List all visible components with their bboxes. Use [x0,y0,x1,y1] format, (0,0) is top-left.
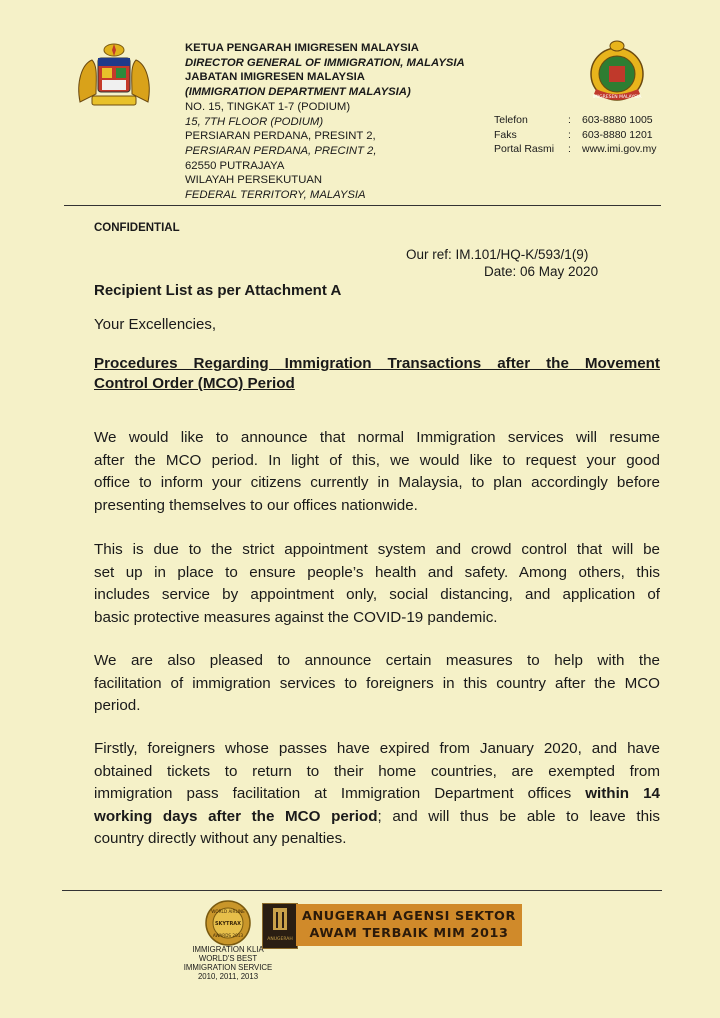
body-paragraph-4 [94,738,660,851]
contact-label: Faks [494,128,517,141]
paragraph-line: This is due to the strict appointment system and crowd control that will be [94,541,660,558]
paragraph-line: period. [94,697,141,715]
portal-link[interactable]: www.imi.gov.my [582,143,657,155]
mim-award-banner [296,904,522,946]
address-line: 15, 7TH FLOOR (PODIUM) [185,115,324,128]
letter-subject [94,354,660,394]
paragraph-line: after the MCO period. In light of this, we would like to request your good [94,451,660,469]
paragraph-line: Firstly, foreigners whose passes have expired from January 2020, and have [94,740,660,757]
immigration-department-logo-icon [586,40,648,106]
body-paragraph-2 [94,539,660,629]
contact-value: 603-8880 1005 [582,114,653,126]
award-caption-line: 2010, 2011, 2013 [197,972,259,981]
mim-icon-text: ANUGERAH [267,937,293,942]
contact-row [494,142,656,157]
contact-label: Portal Rasmi [494,143,555,155]
contact-details [494,113,656,157]
header-divider [64,205,661,206]
mim-banner-line-2: AWAM TERBAIK MIM 2013 [309,926,509,941]
contact-row [494,128,656,143]
address-line: (IMMIGRATION DEPARTMENT MALAYSIA) [185,86,411,99]
footer-divider [62,890,662,891]
award-caption-line: IMMIGRATION SERVICE [183,963,273,972]
paragraph-line: facilitation of immigration services to foreigners in this country after the MCO [94,674,660,692]
paragraph-line: basic protective measures against the COVID-19 pandemic. [94,608,498,626]
recipient-line: Recipient List as per Attachment A [94,282,342,299]
paragraph-line: office to inform your citizens currently in Malaysia, to plan accordingly before [94,474,660,492]
address-line: FEDERAL TERRITORY, MALAYSIA [185,189,366,202]
seal-text-bottom: AWARDS 2013 [212,933,244,938]
malaysia-coat-of-arms-icon [70,42,158,112]
paragraph-line [94,806,660,829]
address-line: JABATAN IMIGRESEN MALAYSIA [185,71,365,84]
address-line: PERSIARAN PERDANA, PRECINT 2, [185,144,377,157]
subject-line-2: Control Order (MCO) Period [94,375,295,392]
award-caption-line: IMMIGRATION KLIA [192,945,264,954]
paragraph-line: We are also pleased to announce certain measures to help with the [94,652,660,669]
salutation: Your Excellencies, [94,316,217,333]
reference-block [406,246,598,280]
dept-logo-text: IMIGRESEN MALAYSIA [592,95,642,100]
contact-separator: : [568,128,571,141]
award-caption-line: WORLD'S BEST [198,954,258,963]
mim-award-trophy-icon [262,903,298,949]
paragraph-line: set up in place to ensure people’s health and safety. Among others, this [94,563,660,581]
paragraph-line [94,783,660,806]
contact-separator: : [568,143,571,155]
award-caption [168,945,288,981]
paragraph-text: immigration pass facilitation at Immigration Department offices [94,785,586,803]
bold-emphasis: within 14 [585,785,660,803]
our-reference: Our ref: IM.101/HQ-K/593/1(9) [406,247,589,262]
seal-text-top: WORLD AIRLINE [211,909,245,914]
address-line: 62550 PUTRAJAYA [185,159,285,172]
contact-row [494,113,656,128]
paragraph-line: We would like to announce that normal Immigration services will resume [94,429,660,446]
address-line: KETUA PENGARAH IMIGRESEN MALAYSIA [185,42,419,54]
subject-line-1: Procedures Regarding Immigration Transactions after the Movement [94,355,660,372]
body-paragraph-3 [94,650,660,718]
mim-banner-line-1: ANUGERAH AGENSI SEKTOR [301,909,516,924]
address-line: PERSIARAN PERDANA, PRESINT 2, [185,130,376,143]
letterhead-address [185,41,465,203]
letter-date: Date: 06 May 2020 [484,264,599,279]
body-paragraph-1 [94,427,660,517]
paragraph-line: presenting themselves to our offices nationwide. [94,496,418,514]
contact-value: 603-8880 1201 [582,128,653,141]
contact-separator: : [568,114,571,126]
address-line: WILAYAH PERSEKUTUAN [185,174,323,187]
classification-label: CONFIDENTIAL [94,222,180,234]
paragraph-line: country directly without any penalties. [94,830,347,848]
bold-emphasis: working days after the MCO period [94,807,378,825]
paragraph-line: obtained tickets to return to their home countries, are exempted from [94,762,660,780]
address-line: DIRECTOR GENERAL OF IMMIGRATION, MALAYSIA [185,56,465,69]
paragraph-text: ; and will thus be able to leave this [377,807,661,825]
address-line: NO. 15, TINGKAT 1-7 (PODIUM) [185,100,351,113]
seal-text-mid: SKYTRAX [214,921,242,927]
contact-label: Telefon [494,114,528,126]
paragraph-line: includes service by appointment only, social distancing, and application of [94,586,660,604]
